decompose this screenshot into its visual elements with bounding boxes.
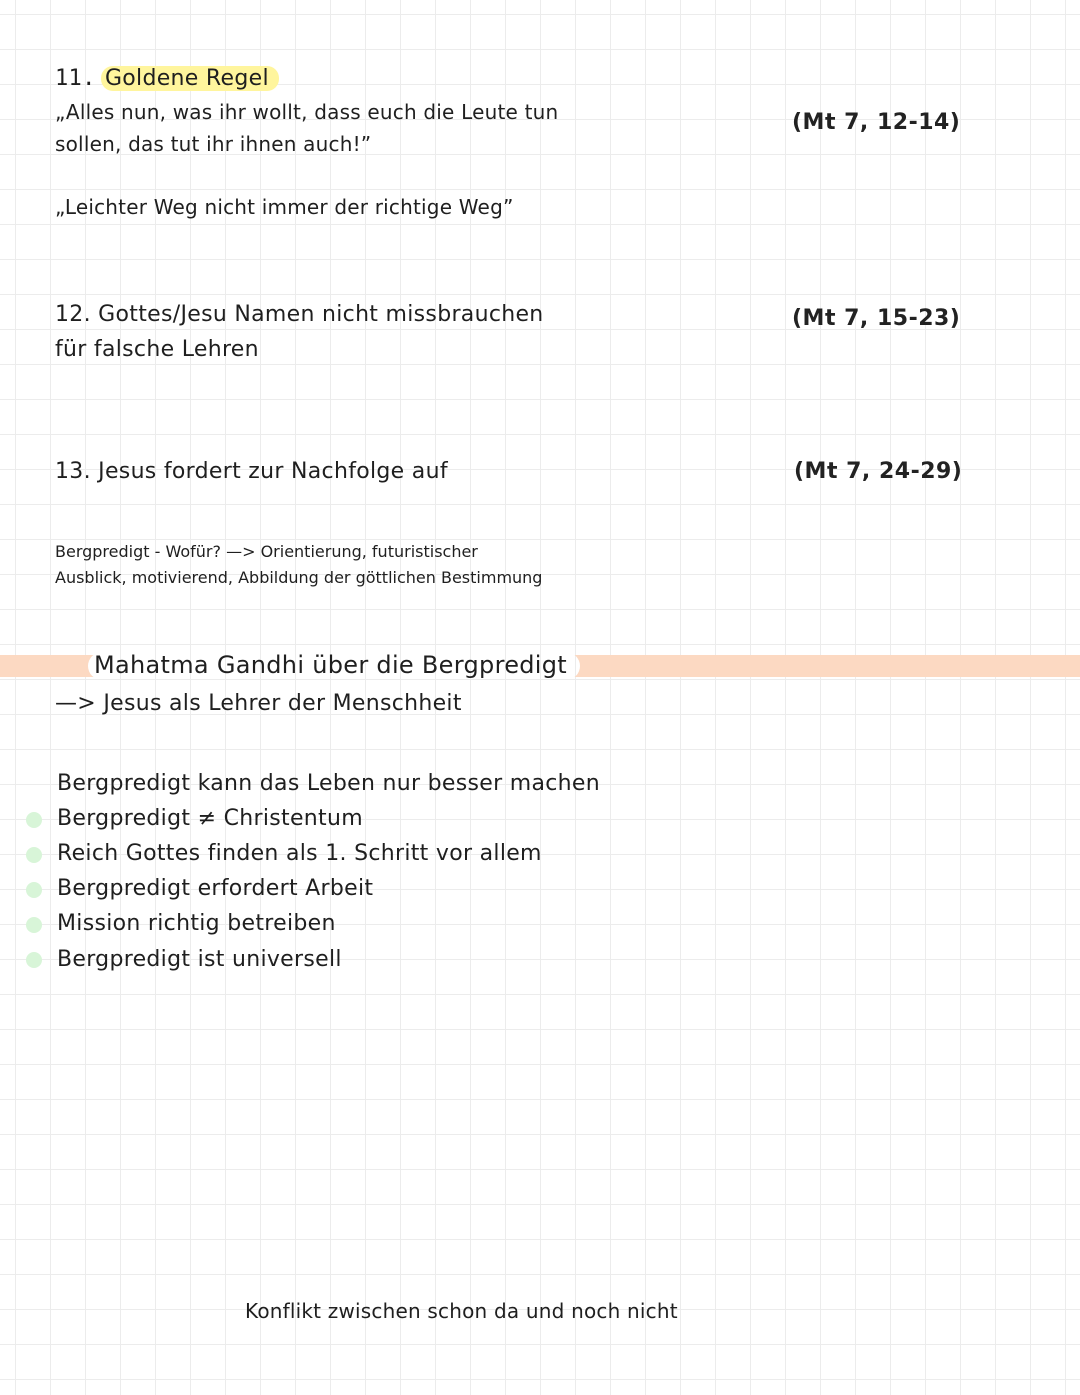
gandhi-point-2: Bergpredigt ≠ Christentum	[57, 806, 363, 831]
summary-line2: Ausblick, motivierend, Abbildung der göttlichen Bestimmung	[55, 568, 543, 587]
footer-text: Konflikt zwischen schon da und noch nicht	[245, 1299, 678, 1323]
gandhi-point-5: Mission richtig betreiben	[57, 911, 336, 936]
section-12-line2: für falsche Lehren	[55, 337, 259, 362]
gandhi-point-6: Bergpredigt ist universell	[57, 947, 342, 972]
section-11-quote-line1: „Alles nun, was ihr wollt, dass euch die Leute tun	[55, 100, 559, 124]
section-11-title: Goldene Regel	[101, 66, 279, 91]
section-12-line1: 12. Gottes/Jesu Namen nicht missbrauchen	[55, 302, 544, 327]
gandhi-heading: Mahatma Gandhi über die Bergpredigt	[94, 651, 568, 679]
summary-line1: Bergpredigt - Wofür? —> Orientierung, futuristischer	[55, 542, 478, 561]
bullet-dot	[26, 882, 42, 898]
section-11-number: 11.	[55, 66, 96, 91]
gandhi-subline: —> Jesus als Lehrer der Menschheit	[55, 691, 462, 716]
gandhi-point-1: Bergpredigt kann das Leben nur besser machen	[57, 771, 600, 796]
section-12-reference: (Mt 7, 15-23)	[792, 306, 961, 331]
section-11-quote-line2: sollen, das tut ihr ihnen auch!”	[55, 132, 372, 156]
bullet-dot	[26, 847, 42, 863]
bullet-dot	[26, 812, 42, 828]
gandhi-point-4: Bergpredigt erfordert Arbeit	[57, 876, 374, 901]
section-11-note: „Leichter Weg nicht immer der richtige Weg”	[55, 195, 514, 219]
bullet-dot	[26, 917, 42, 933]
section-11-heading	[55, 66, 279, 91]
section-13-line1: 13. Jesus fordert zur Nachfolge auf	[55, 459, 448, 484]
gandhi-point-3: Reich Gottes finden als 1. Schritt vor allem	[57, 841, 542, 866]
section-13-reference: (Mt 7, 24-29)	[794, 459, 963, 484]
section-11-reference: (Mt 7, 12-14)	[792, 110, 961, 135]
bullet-dot	[26, 952, 42, 968]
